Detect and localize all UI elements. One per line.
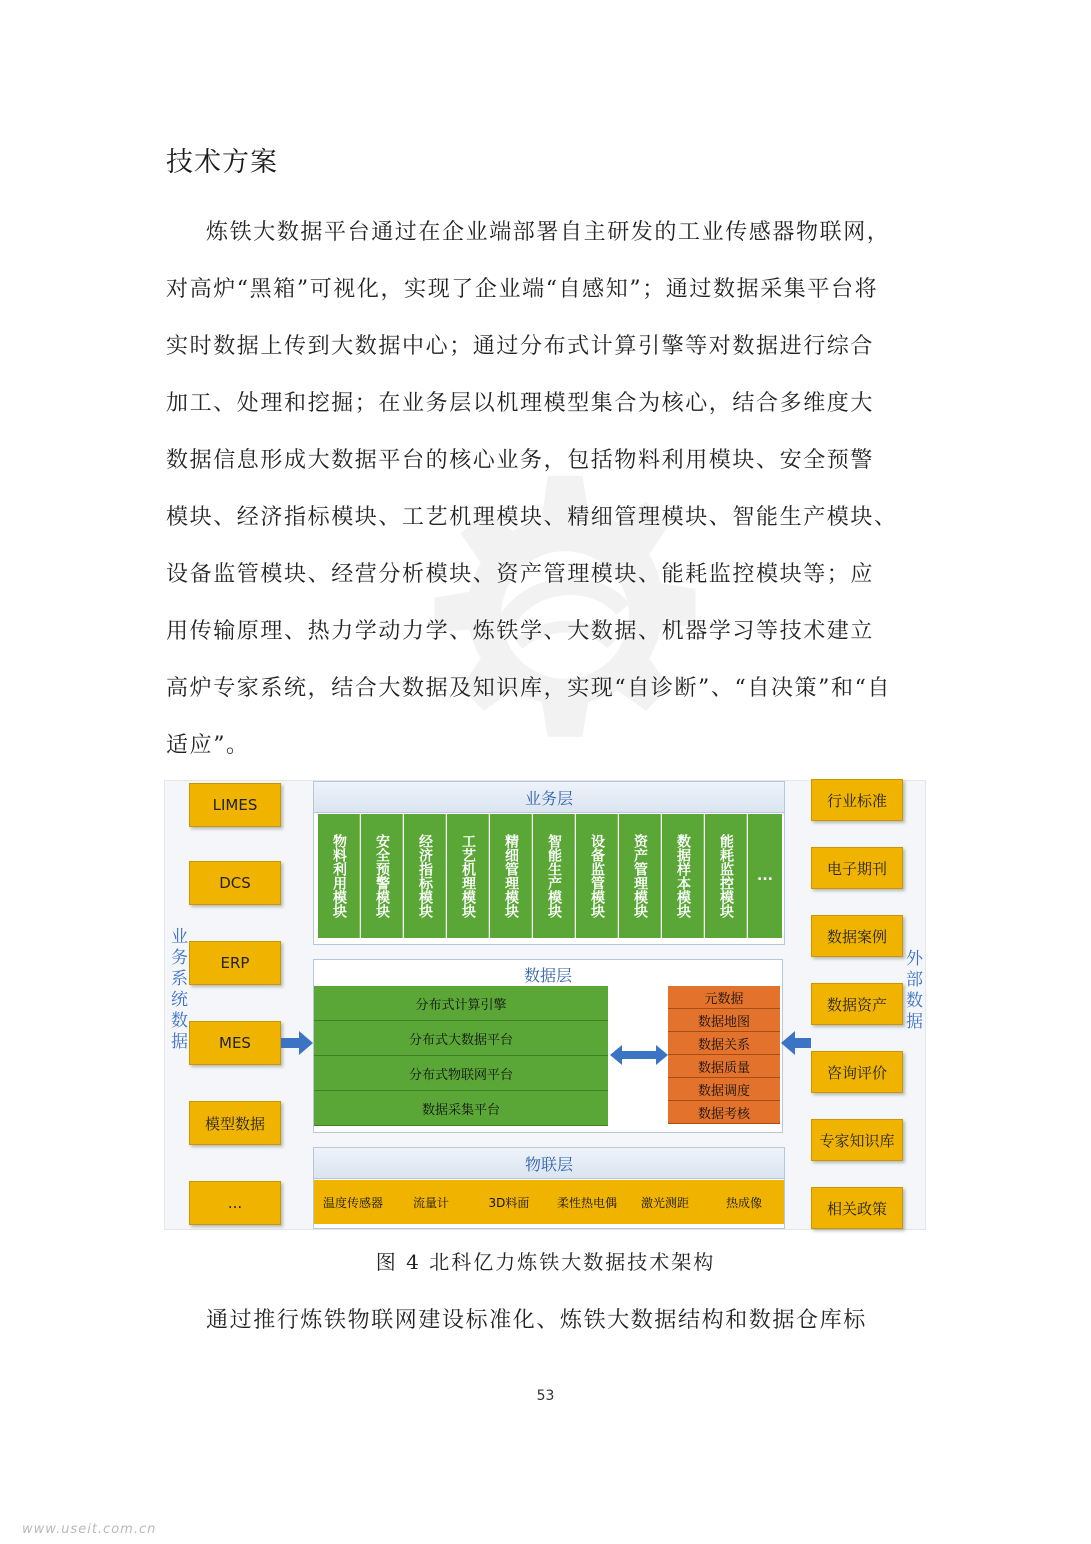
data-governance-row: 数据调度 xyxy=(668,1078,780,1101)
business-module-label: 智能生产模块 xyxy=(546,834,562,918)
business-module xyxy=(490,814,532,938)
figure-caption: 图 4 北科亿力炼铁大数据技术架构 xyxy=(375,1250,716,1274)
iot-sensor-cell: 柔性热电偶 xyxy=(548,1180,627,1224)
right-source-box: 相关政策 xyxy=(811,1187,903,1229)
architecture-diagram xyxy=(164,780,926,1230)
business-module-more xyxy=(748,814,782,938)
business-module xyxy=(533,814,575,938)
section-heading: 技术方案 xyxy=(166,147,278,178)
business-module xyxy=(619,814,661,938)
iot-sensor-cell: 3D料面 xyxy=(470,1180,549,1224)
right-source-box: 专家知识库 xyxy=(811,1119,903,1161)
right-source-box: 咨询评价 xyxy=(811,1051,903,1093)
page-number: 53 xyxy=(536,1388,555,1404)
business-module-label: 数据样本模块 xyxy=(675,834,691,918)
paragraph-line: 加工、处理和挖掘；在业务层以机理模型集合为核心，结合多维度大 xyxy=(166,391,875,416)
double-arrow-icon xyxy=(610,1044,668,1066)
business-module xyxy=(447,814,489,938)
platform-row: 分布式物联网平台 xyxy=(314,1056,608,1091)
iot-sensor-row xyxy=(314,1180,784,1226)
right-source-box: 数据案例 xyxy=(811,915,903,957)
left-source-box: ERP xyxy=(189,941,281,985)
right-side-label-text: 外部数据 xyxy=(902,949,922,1033)
iot-sensor-cell: 温度传感器 xyxy=(314,1180,393,1224)
left-source-box: 模型数据 xyxy=(189,1101,281,1145)
left-source-box: DCS xyxy=(189,861,281,905)
business-module xyxy=(662,814,704,938)
right-source-box: 电子期刊 xyxy=(811,847,903,889)
iot-sensor-cell: 流量计 xyxy=(392,1180,471,1224)
paragraph-line: 模块、经济指标模块、工艺机理模块、精细管理模块、智能生产模块、 xyxy=(166,505,898,530)
business-module-label: 资产管理模块 xyxy=(632,834,648,918)
paragraph-line: 数据信息形成大数据平台的核心业务，包括物料利用模块、安全预警 xyxy=(166,448,875,473)
paragraph-line: 炼铁大数据平台通过在企业端部署自主研发的工业传感器物联网， xyxy=(206,220,891,245)
platform-stack xyxy=(314,986,610,1128)
paragraph-line: 对高炉“黑箱”可视化，实现了企业端“自感知”；通过数据采集平台将 xyxy=(166,277,879,302)
right-source-box: 数据资产 xyxy=(811,983,903,1025)
left-source-box: LIMES xyxy=(189,783,281,827)
data-layer-title: 数据层 xyxy=(523,965,572,985)
right-side-label xyxy=(901,949,923,1033)
arrow-left-icon xyxy=(781,1031,811,1055)
arrow-right-icon xyxy=(281,1031,313,1055)
data-governance-row: 数据地图 xyxy=(668,1009,780,1032)
data-governance-row: 元数据 xyxy=(668,986,780,1009)
business-module xyxy=(318,814,360,938)
business-module-label: 设备监管模块 xyxy=(589,834,605,918)
paragraph-line: 设备监管模块、经营分析模块、资产管理模块、能耗监控模块等；应 xyxy=(166,562,875,587)
business-module-label: 安全预警模块 xyxy=(374,834,390,918)
iot-layer-title: 物联层 xyxy=(314,1148,784,1179)
paragraph-body xyxy=(166,204,936,774)
business-module-label: ... xyxy=(757,867,773,884)
business-module xyxy=(361,814,403,938)
data-governance-row: 数据关系 xyxy=(668,1032,780,1055)
iot-sensor-cell: 热成像 xyxy=(704,1180,784,1224)
paragraph-line: 通过推行炼铁物联网建设标准化、炼铁大数据结构和数据仓库标 xyxy=(206,1308,867,1333)
paragraph-continued xyxy=(166,1292,936,1349)
site-watermark-text: www.useit.com.cn xyxy=(22,1522,157,1537)
business-module-label: 物料利用模块 xyxy=(331,834,347,918)
iot-layer xyxy=(313,1147,785,1229)
business-module-label: 精细管理模块 xyxy=(503,834,519,918)
platform-row: 分布式计算引擎 xyxy=(314,986,608,1021)
platform-row: 数据采集平台 xyxy=(314,1091,608,1126)
platform-row: 分布式大数据平台 xyxy=(314,1021,608,1056)
iot-sensor-cell: 激光测距 xyxy=(626,1180,705,1224)
business-module-label: 工艺机理模块 xyxy=(460,834,476,918)
paragraph-line: 用传输原理、热力学动力学、炼铁学、大数据、机器学习等技术建立 xyxy=(166,619,875,644)
business-layer xyxy=(313,781,785,945)
data-layer xyxy=(313,959,783,1133)
business-module-label: 经济指标模块 xyxy=(417,834,433,918)
data-governance-row: 数据考核 xyxy=(668,1101,780,1124)
business-module xyxy=(576,814,618,938)
business-module xyxy=(705,814,747,938)
left-side-label-text: 业务系统数据 xyxy=(167,927,187,1053)
paragraph-line: 适应”。 xyxy=(166,733,250,758)
business-layer-title: 业务层 xyxy=(314,782,784,813)
left-side-label xyxy=(166,927,188,1053)
paragraph-line: 实时数据上传到大数据中心；通过分布式计算引擎等对数据进行综合 xyxy=(166,334,875,359)
business-module-label: 能耗监控模块 xyxy=(718,834,734,918)
left-source-box: MES xyxy=(189,1021,281,1065)
data-governance-stack xyxy=(668,986,782,1130)
data-governance-row: 数据质量 xyxy=(668,1055,780,1078)
business-module xyxy=(404,814,446,938)
right-source-box: 行业标准 xyxy=(811,779,903,821)
paragraph-line: 高炉专家系统，结合大数据及知识库，实现“自诊断”、“自决策”和“自 xyxy=(166,676,892,701)
left-source-box: ... xyxy=(189,1181,281,1225)
